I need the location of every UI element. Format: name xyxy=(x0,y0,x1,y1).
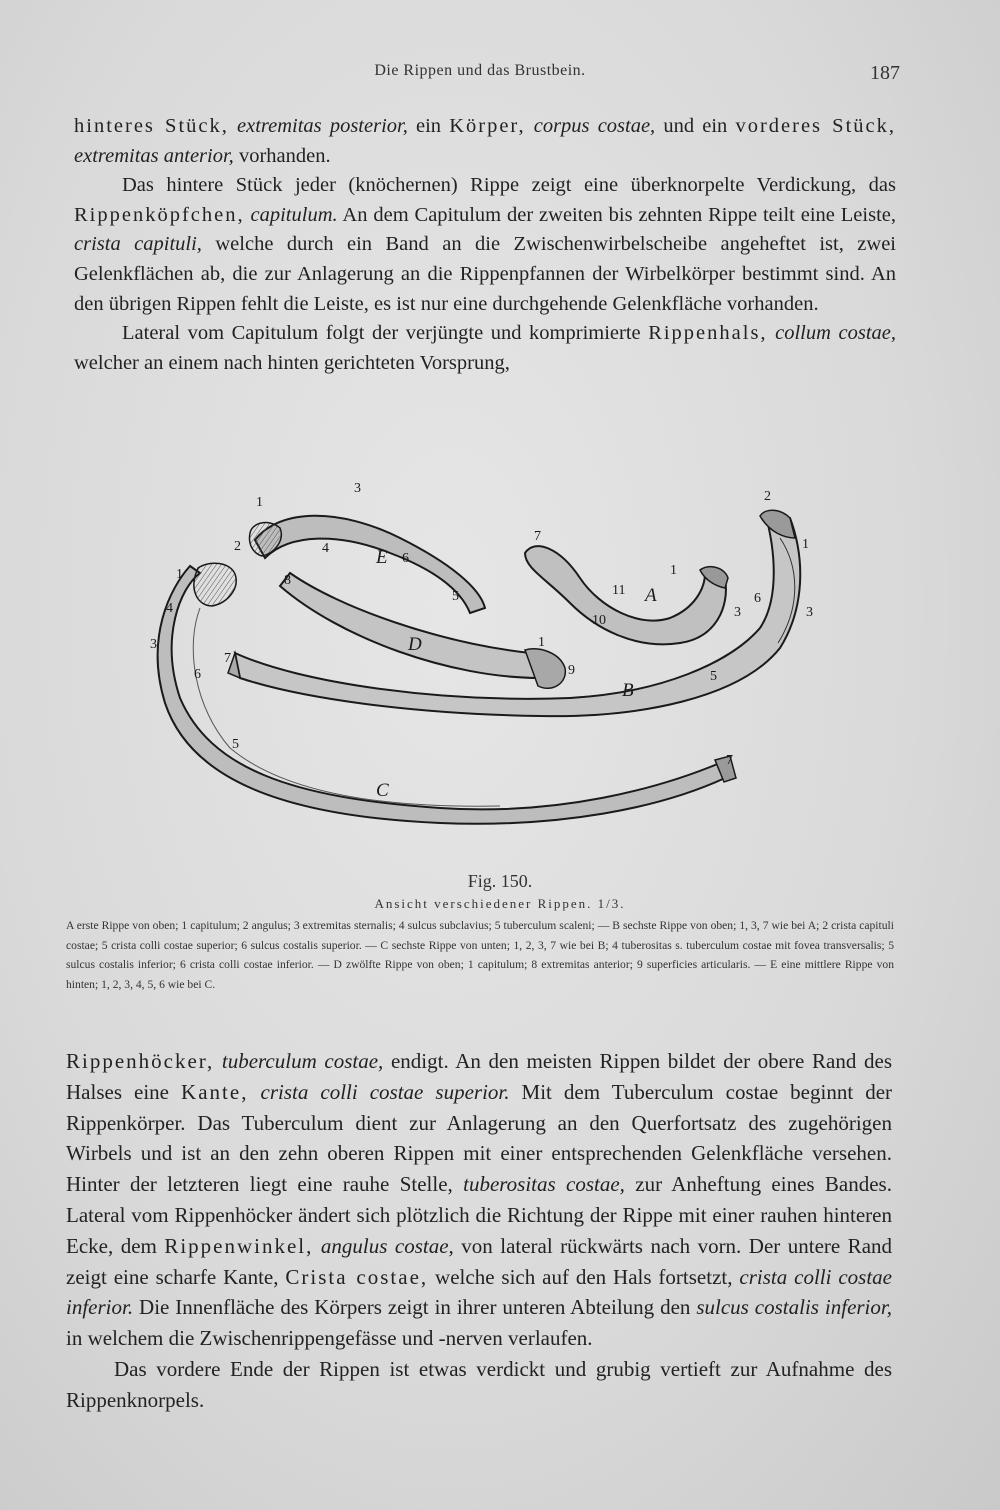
running-title: Die Rippen und das Brustbein. xyxy=(374,62,586,79)
label-c-1: 1 xyxy=(176,567,183,582)
body-text-bottom xyxy=(66,1046,892,1416)
spaced-term: Kante, xyxy=(181,1079,249,1104)
text-run: An dem Capitulum der zweiten bis zehnten Rippe teilt eine Leiste, xyxy=(337,203,896,226)
latin-term: tuberculum costae, xyxy=(221,1049,384,1073)
text-run: ein xyxy=(407,115,450,137)
body-text-top xyxy=(74,112,896,378)
text-run: Die Innenfläche des Körpers zeigt in ihrer unteren Abteilung den xyxy=(133,1295,697,1320)
text-run: Lateral vom Capitulum folgt der verjüngte und komprimierte xyxy=(122,322,649,345)
text-run: Das hintere Stück jeder (knöchernen) Rippe zeigt eine überknorpelte Verdickung, das xyxy=(122,174,896,197)
label-b-2: 2 xyxy=(764,489,771,504)
text-run: welche sich auf den Hals fortsetzt, xyxy=(428,1264,740,1289)
text-run xyxy=(526,115,534,137)
label-e-6: 6 xyxy=(402,551,409,566)
label-a: A xyxy=(645,585,657,606)
text-run: Das vordere Ende der Rippen ist etwas verdickt und grubig vertieft zur Aufnahme des Rippenknorpels. xyxy=(66,1356,892,1412)
label-a-1: 1 xyxy=(670,563,677,578)
paragraph xyxy=(74,171,896,319)
label-c-5: 5 xyxy=(232,737,239,752)
paragraph xyxy=(66,1354,892,1416)
spaced-term: hinteres Stück, xyxy=(74,115,229,137)
figure-legend: A erste Rippe von oben; 1 capitulum; 2 angulus; 3 extremitas sternalis; 4 sulcus subclavius; 5 tuberculum scaleni; — B sechste Rippe von oben; 1, 3, 7 wie bei A; 2 crista capituli costae; 5 crista colli costae superior; 6 sulcus costalis superior. — C sechste Rippe von unten; 1, 2, 3, 7 wie bei B; 4 tuberositas s. tuberculum costae mit fovea transversalis; 5 sulcus costalis inferior; 6 crista colli costae inferior. — D zwölfte Rippe von oben; 1 capitulum; 8 extremitas anterior; 9 superficies articularis. — E eine mittlere Rippe von hinten; 1, 2, 3, 4, 5, 6 wie bei C. xyxy=(66,919,894,991)
spaced-term: Körper, xyxy=(449,115,526,137)
page-header xyxy=(60,62,900,90)
text-run xyxy=(768,322,776,344)
spaced-term: Crista costae, xyxy=(285,1264,429,1289)
latin-term: tuberositas costae, xyxy=(463,1172,625,1197)
rib-illustration xyxy=(140,478,860,868)
text-run: in welchem die Zwischenrippengefässe und -nerven verlaufen. xyxy=(66,1326,593,1351)
text-run: welcher an einem nach hinten gerichteten Vorsprung, xyxy=(74,351,510,374)
page-number: 187 xyxy=(870,62,900,84)
label-d-1: 1 xyxy=(538,635,545,650)
latin-term: capitulum. xyxy=(250,203,338,226)
label-c-4: 4 xyxy=(166,601,173,616)
text-run: und ein xyxy=(655,115,736,137)
label-b: B xyxy=(622,680,634,701)
label-c-3: 3 xyxy=(150,637,157,652)
latin-term: extremitas anterior, xyxy=(74,144,234,167)
label-e-2: 2 xyxy=(234,539,241,554)
label-e-4: 4 xyxy=(322,541,329,556)
spaced-term: Rippenhöcker, xyxy=(66,1049,215,1073)
label-a-7: 7 xyxy=(534,529,541,544)
rib-e xyxy=(250,516,486,613)
paragraph xyxy=(66,1046,892,1354)
text-run: von lateral rückwärts nach vorn. Der untere Rand zeigt eine scharfe Kante, xyxy=(66,1233,893,1289)
text-run: welche durch ein Band an die Zwischenwirbelscheibe angeheftet ist, zwei Gelenkflächen ab, die zur Anlagerung an die Rippenpfannen der Wirbelkörper bestimmt sind. An den übrigen Rippen fehlt die Leiste, es ist nur eine durchgehende Gelenkfläche vorhanden. xyxy=(74,233,897,315)
label-e-5: 5 xyxy=(452,589,459,604)
text-run xyxy=(313,1234,320,1258)
label-a-10: 10 xyxy=(592,613,606,628)
spaced-term: Rippenwinkel, xyxy=(164,1233,314,1258)
text-run xyxy=(248,1080,260,1104)
text-run: zur Anheftung eines Bandes. Lateral vom Rippenhöcker ändert sich plötzlich die Richtung der Rippe mit einer rauhen hinteren Ecke, dem xyxy=(66,1172,892,1258)
latin-term: crista colli costae superior. xyxy=(260,1079,510,1104)
spaced-term: Rippenhals, xyxy=(648,322,768,345)
label-d-8: 8 xyxy=(284,573,291,588)
label-b-3: 3 xyxy=(806,605,813,620)
paragraph xyxy=(74,112,896,171)
label-a-11: 11 xyxy=(612,583,626,598)
label-e-3: 3 xyxy=(354,481,361,496)
label-c-6: 6 xyxy=(194,667,201,682)
label-e-1: 1 xyxy=(256,495,263,510)
label-d: D xyxy=(408,634,422,655)
label-c: C xyxy=(376,780,389,801)
label-b-1: 1 xyxy=(802,537,809,552)
latin-term: corpus costae, xyxy=(533,115,656,137)
label-a-3: 3 xyxy=(734,605,741,620)
label-b-7: 7 xyxy=(224,651,231,666)
rib-a xyxy=(525,546,728,644)
text-run: Mit dem Tuberculum costae beginnt der Rippenkörper. Das Tuberculum dient zur Anlagerung an den Querfortsatz des zugehörigen Wirbels und ist an den zehn oberen Rippen mit einer entsprechenden Gelenkfläche versehen. Hinter der letzteren liegt eine rauhe Stelle, xyxy=(66,1079,893,1197)
label-b-5: 5 xyxy=(710,669,717,684)
spaced-term: vorderes Stück, xyxy=(735,115,897,137)
latin-term: sulcus costalis inferior, xyxy=(696,1295,892,1320)
rib-d xyxy=(280,573,565,688)
ribs-engraving xyxy=(140,478,860,868)
label-c-7: 7 xyxy=(726,753,733,768)
figure-caption-subtitle: Ansicht verschiedener Rippen. 1/3. xyxy=(374,896,626,911)
label-b-6: 6 xyxy=(754,591,761,606)
latin-term: angulus costae, xyxy=(320,1233,454,1258)
latin-term: crista colli costae inferior. xyxy=(66,1264,892,1320)
label-d-9: 9 xyxy=(568,663,575,678)
latin-term: collum costae, xyxy=(775,322,896,345)
label-e: E xyxy=(376,547,388,568)
paragraph xyxy=(74,319,896,378)
latin-term: crista capituli, xyxy=(74,233,202,256)
text-run xyxy=(214,1049,222,1073)
text-run: endigt. An den meisten Rippen bildet der obere Rand des Halses eine xyxy=(66,1049,893,1104)
text-run: vorhanden. xyxy=(233,144,331,167)
figure-caption-title: Fig. 150. xyxy=(467,871,533,891)
spaced-term: Rippenköpfchen, xyxy=(74,203,245,226)
latin-term: extremitas posterior, xyxy=(237,115,408,137)
